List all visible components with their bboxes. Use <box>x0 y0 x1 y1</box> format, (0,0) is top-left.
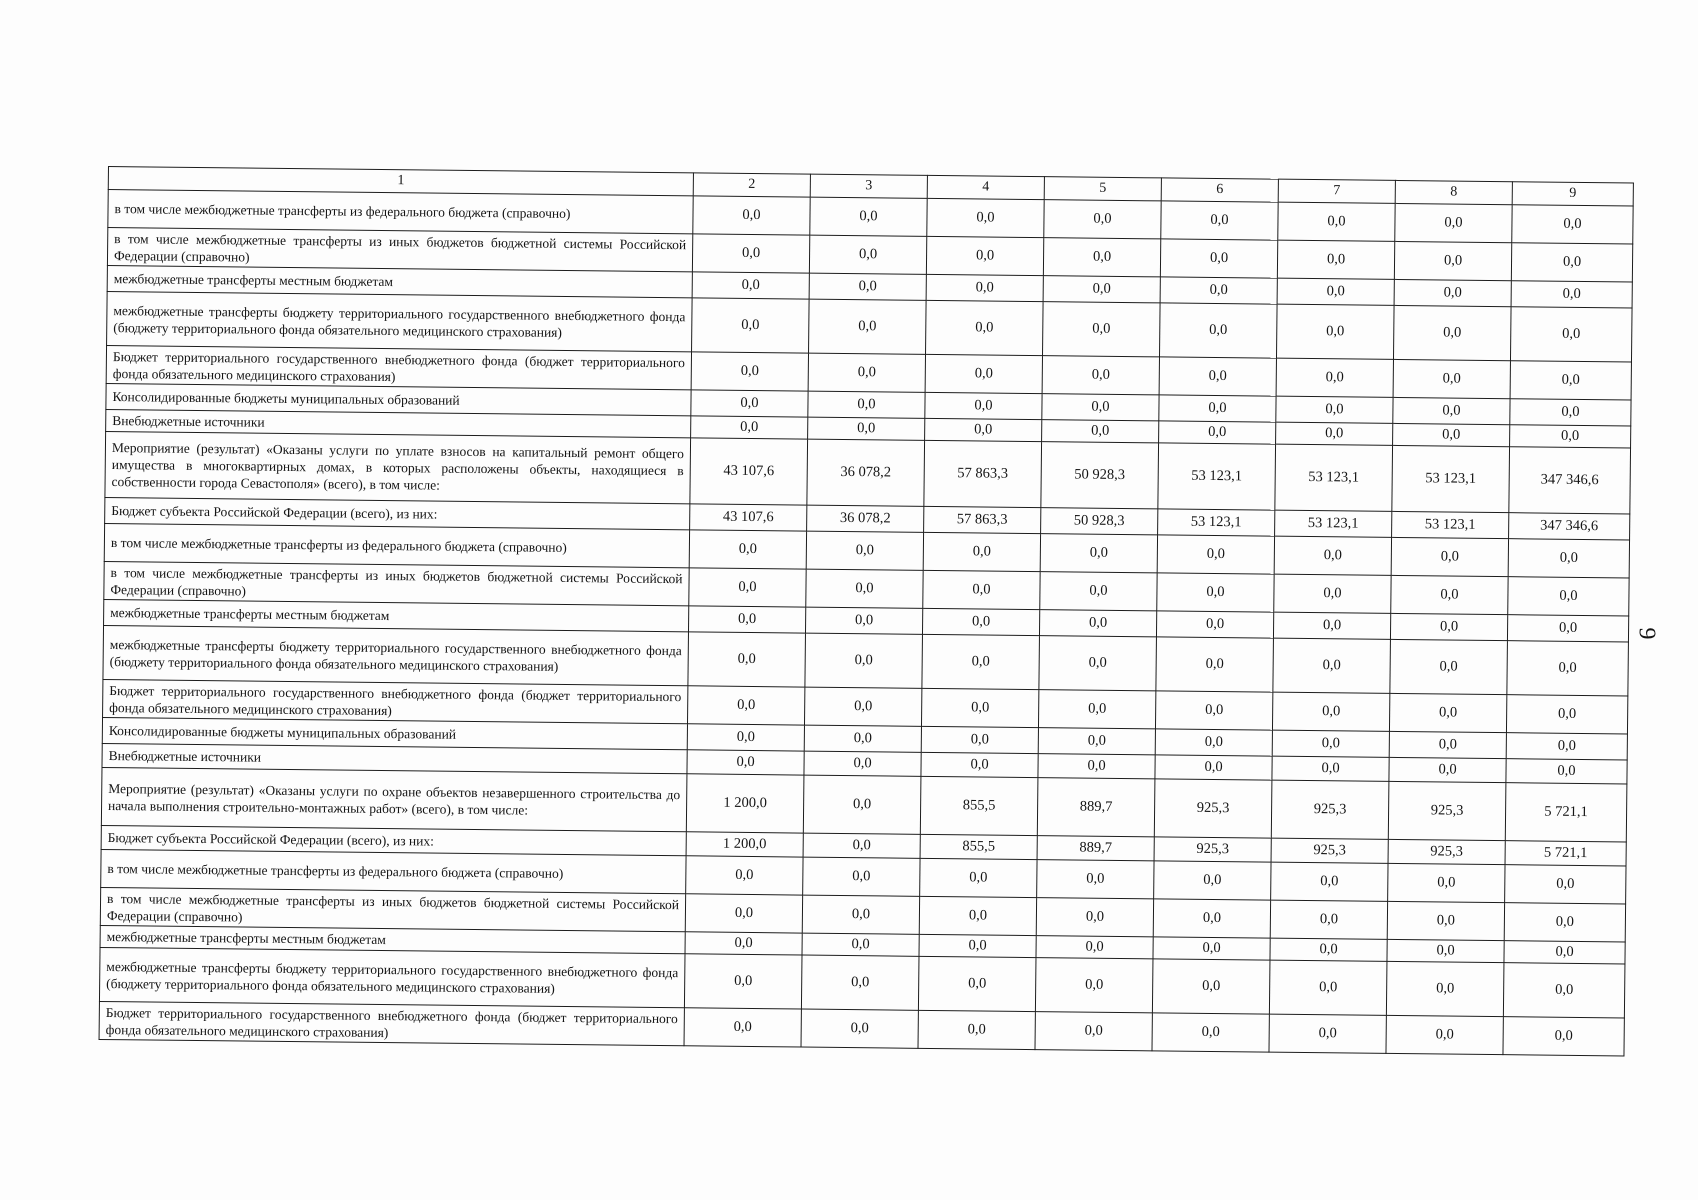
value-cell: 0,0 <box>1035 958 1153 1013</box>
row-label: межбюджетные трансферты бюджету территориального государственного внебюджетного фонда (бюджету территориального фонда обязательного медицинского страхования) <box>99 947 685 1007</box>
value-cell: 0,0 <box>922 608 1039 635</box>
value-cell: 0,0 <box>919 934 1036 957</box>
value-cell: 0,0 <box>692 234 809 273</box>
value-cell: 0,0 <box>1042 394 1159 421</box>
value-cell: 0,0 <box>688 606 805 633</box>
value-cell: 0,0 <box>804 687 921 726</box>
value-cell: 0,0 <box>804 751 921 776</box>
value-cell: 0,0 <box>1272 692 1389 731</box>
value-cell: 1 200,0 <box>686 832 803 857</box>
table-container <box>99 166 1633 1056</box>
value-cell: 0,0 <box>1276 304 1394 359</box>
value-cell: 0,0 <box>1043 238 1160 277</box>
value-cell: 0,0 <box>1512 205 1633 244</box>
value-cell: 0,0 <box>1510 361 1631 400</box>
value-cell: 0,0 <box>1038 690 1155 729</box>
row-label: Внебюджетные источники <box>106 409 691 437</box>
value-cell: 0,0 <box>1507 615 1628 642</box>
column-header: 7 <box>1278 179 1395 203</box>
value-cell: 0,0 <box>1504 903 1625 942</box>
value-cell: 0,0 <box>1155 729 1272 756</box>
value-cell: 0,0 <box>1273 638 1391 693</box>
value-cell: 0,0 <box>919 896 1036 935</box>
value-cell: 0,0 <box>1504 941 1625 964</box>
value-cell: 0,0 <box>810 197 927 236</box>
value-cell: 0,0 <box>809 299 927 354</box>
value-cell: 0,0 <box>925 418 1042 441</box>
value-cell: 889,7 <box>1037 836 1154 861</box>
value-cell: 0,0 <box>1155 691 1272 730</box>
value-cell: 0,0 <box>685 894 802 933</box>
value-cell: 0,0 <box>1152 1013 1269 1052</box>
value-cell: 57 863,3 <box>924 506 1041 533</box>
value-cell: 0,0 <box>1155 755 1272 780</box>
value-cell: 0,0 <box>1274 574 1391 613</box>
value-cell: 0,0 <box>808 353 925 392</box>
column-header: 1 <box>108 167 693 196</box>
value-cell: 0,0 <box>1043 302 1161 357</box>
value-cell: 925,3 <box>1271 780 1389 839</box>
value-cell: 0,0 <box>1395 203 1512 242</box>
value-cell: 0,0 <box>1394 241 1511 280</box>
value-cell: 0,0 <box>1036 898 1153 937</box>
row-label: Консолидированные бюджеты муниципальных образований <box>106 383 691 415</box>
value-cell: 0,0 <box>693 196 810 235</box>
value-cell: 0,0 <box>1154 861 1271 900</box>
value-cell: 0,0 <box>1270 900 1387 939</box>
column-header: 3 <box>810 174 927 198</box>
value-cell: 0,0 <box>1272 756 1389 781</box>
value-cell: 0,0 <box>1044 200 1161 239</box>
value-cell: 53 123,1 <box>1158 509 1275 536</box>
value-cell: 0,0 <box>923 532 1040 571</box>
value-cell: 0,0 <box>805 607 922 634</box>
budget-table <box>99 166 1634 1056</box>
value-cell: 0,0 <box>1159 357 1276 396</box>
value-cell: 0,0 <box>1386 961 1504 1016</box>
value-cell: 53 123,1 <box>1275 510 1392 537</box>
value-cell: 0,0 <box>1040 534 1157 573</box>
value-cell: 925,3 <box>1388 839 1505 864</box>
value-cell: 0,0 <box>808 391 925 418</box>
value-cell: 0,0 <box>921 688 1038 727</box>
value-cell: 0,0 <box>803 833 920 858</box>
value-cell: 0,0 <box>809 273 926 300</box>
value-cell: 855,5 <box>920 776 1038 835</box>
value-cell: 0,0 <box>806 531 923 570</box>
value-cell: 0,0 <box>1503 1017 1624 1056</box>
value-cell: 0,0 <box>1389 693 1506 732</box>
value-cell: 0,0 <box>922 634 1040 689</box>
value-cell: 0,0 <box>1510 425 1631 448</box>
value-cell: 0,0 <box>1152 959 1270 1014</box>
value-cell: 0,0 <box>801 955 919 1010</box>
value-cell: 0,0 <box>802 895 919 934</box>
value-cell: 0,0 <box>684 954 802 1009</box>
value-cell: 0,0 <box>805 633 923 688</box>
value-cell: 5 721,1 <box>1505 841 1626 866</box>
value-cell: 0,0 <box>1159 395 1276 422</box>
value-cell: 0,0 <box>1393 305 1511 360</box>
value-cell: 0,0 <box>692 298 810 353</box>
value-cell: 0,0 <box>1389 731 1506 758</box>
value-cell: 0,0 <box>1157 535 1274 574</box>
value-cell: 0,0 <box>1386 1015 1503 1054</box>
value-cell: 0,0 <box>804 725 921 752</box>
page-number: 9 <box>1633 627 1660 640</box>
row-label: межбюджетные трансферты местным бюджетам <box>107 265 692 297</box>
row-label: Бюджет субъекта Российской Федерации (всего), из них: <box>105 497 690 529</box>
value-cell: 0,0 <box>925 392 1042 419</box>
value-cell: 0,0 <box>1393 359 1510 398</box>
value-cell: 0,0 <box>1277 240 1394 279</box>
value-cell: 0,0 <box>1390 639 1508 694</box>
row-label: Бюджет территориального государственного внебюджетного фонда (бюджет территориального фонда обязательного медицинского страхования) <box>106 345 691 389</box>
value-cell: 925,3 <box>1154 779 1272 838</box>
value-cell: 0,0 <box>1508 539 1629 578</box>
value-cell: 0,0 <box>1043 276 1160 303</box>
value-cell: 36 078,2 <box>807 439 925 506</box>
value-cell: 53 123,1 <box>1275 444 1393 511</box>
value-cell: 0,0 <box>1042 420 1159 443</box>
value-cell: 0,0 <box>1039 610 1156 637</box>
value-cell: 0,0 <box>1278 202 1395 241</box>
value-cell: 0,0 <box>1510 399 1631 426</box>
value-cell: 0,0 <box>1271 862 1388 901</box>
value-cell: 0,0 <box>1277 278 1394 305</box>
value-cell: 0,0 <box>923 570 1040 609</box>
value-cell: 0,0 <box>921 726 1038 753</box>
row-label: межбюджетные трансферты бюджету территориального государственного внебюджетного фонда (бюджету территориального фонда обязательного медицинского страхования) <box>103 625 689 685</box>
value-cell: 0,0 <box>687 686 804 725</box>
value-cell: 0,0 <box>1156 637 1274 692</box>
value-cell: 0,0 <box>802 933 919 956</box>
value-cell: 0,0 <box>925 354 1042 393</box>
row-label: межбюджетные трансферты бюджету территориального государственного внебюджетного фонда (бюджету территориального фонда обязательного медицинского страхования) <box>107 291 693 351</box>
value-cell: 0,0 <box>685 932 802 955</box>
row-label: Внебюджетные источники <box>102 743 687 773</box>
value-cell: 0,0 <box>920 858 1037 897</box>
value-cell: 0,0 <box>1511 281 1632 308</box>
value-cell: 925,3 <box>1388 781 1506 840</box>
value-cell: 0,0 <box>918 1010 1035 1049</box>
value-cell: 0,0 <box>687 724 804 751</box>
value-cell: 0,0 <box>1394 279 1511 306</box>
value-cell: 0,0 <box>1161 201 1278 240</box>
value-cell: 0,0 <box>1388 863 1505 902</box>
row-label: в том числе межбюджетные трансферты из федерального бюджета (справочно) <box>108 190 693 234</box>
value-cell: 0,0 <box>1153 899 1270 938</box>
row-label: в том числе межбюджетные трансферты из федерального бюджета (справочно) <box>104 523 689 567</box>
value-cell: 0,0 <box>688 632 806 687</box>
value-cell: 50 928,3 <box>1041 508 1158 535</box>
value-cell: 0,0 <box>921 752 1038 777</box>
value-cell: 0,0 <box>926 236 1043 275</box>
value-cell: 0,0 <box>1273 612 1390 639</box>
column-header: 8 <box>1395 180 1512 204</box>
row-label: в том числе межбюджетные трансферты из иных бюджетов бюджетной системы Российской Федерации (справочно) <box>107 228 692 272</box>
value-cell: 0,0 <box>1159 421 1276 444</box>
value-cell: 0,0 <box>1037 860 1154 899</box>
value-cell: 0,0 <box>1156 611 1273 638</box>
value-cell: 0,0 <box>1503 963 1625 1018</box>
column-header: 9 <box>1512 182 1633 206</box>
value-cell: 53 123,1 <box>1392 511 1509 538</box>
column-header: 4 <box>927 175 1044 199</box>
row-label: в том числе межбюджетные трансферты из иных бюджетов бюджетной системы Российской Федерации (справочно) <box>100 887 685 931</box>
value-cell: 5 721,1 <box>1505 783 1627 842</box>
row-label: межбюджетные трансферты местным бюджетам <box>104 599 689 631</box>
value-cell: 50 928,3 <box>1041 442 1159 509</box>
value-cell: 0,0 <box>691 352 808 391</box>
value-cell: 0,0 <box>1038 728 1155 755</box>
row-label: Бюджет территориального государственного внебюджетного фонда (бюджет территориального фонда обязательного медицинского страхования) <box>99 1001 684 1045</box>
value-cell: 347 346,6 <box>1509 447 1631 514</box>
value-cell: 0,0 <box>926 274 1043 301</box>
row-label: межбюджетные трансферты местным бюджетам <box>100 925 685 953</box>
value-cell: 0,0 <box>1511 243 1632 282</box>
column-header: 2 <box>693 173 810 197</box>
table-body <box>99 190 1633 1056</box>
value-cell: 0,0 <box>1393 423 1510 446</box>
column-header: 5 <box>1044 177 1161 201</box>
value-cell: 0,0 <box>1389 757 1506 782</box>
value-cell: 0,0 <box>808 417 925 440</box>
value-cell: 0,0 <box>1507 641 1629 696</box>
value-cell: 0,0 <box>1160 277 1277 304</box>
value-cell: 0,0 <box>1391 575 1508 614</box>
value-cell: 0,0 <box>686 856 803 895</box>
value-cell: 889,7 <box>1037 778 1155 837</box>
value-cell: 0,0 <box>1040 572 1157 611</box>
value-cell: 53 123,1 <box>1392 445 1510 512</box>
value-cell: 57 863,3 <box>924 440 1042 507</box>
row-label: Консолидированные бюджеты муниципальных образований <box>102 717 687 749</box>
value-cell: 36 078,2 <box>807 505 924 532</box>
value-cell: 0,0 <box>1506 733 1627 760</box>
value-cell: 0,0 <box>1039 636 1157 691</box>
value-cell: 0,0 <box>691 416 808 439</box>
row-label: в том числе межбюджетные трансферты из федерального бюджета (справочно) <box>101 849 686 893</box>
value-cell: 0,0 <box>1269 960 1387 1015</box>
value-cell: 0,0 <box>1505 865 1626 904</box>
value-cell: 0,0 <box>1276 358 1393 397</box>
value-cell: 0,0 <box>918 956 1036 1011</box>
value-cell: 0,0 <box>809 235 926 274</box>
value-cell: 0,0 <box>1036 936 1153 959</box>
row-label: в том числе межбюджетные трансферты из иных бюджетов бюджетной системы Российской Федерации (справочно) <box>104 561 689 605</box>
value-cell: 0,0 <box>692 272 809 299</box>
row-label: Бюджет субъекта Российской Федерации (всего), из них: <box>101 825 686 855</box>
value-cell: 0,0 <box>684 1008 801 1047</box>
value-cell: 1 200,0 <box>686 774 804 833</box>
value-cell: 0,0 <box>1276 396 1393 423</box>
row-label: Мероприятие (результат) «Оказаны услуги по охране объектов незавершенного строительства до начала выполнения строительно-монтажных работ» (всего), в том числе: <box>101 767 687 831</box>
value-cell: 0,0 <box>1035 1012 1152 1051</box>
value-cell: 0,0 <box>801 1009 918 1048</box>
value-cell: 0,0 <box>1391 537 1508 576</box>
value-cell: 925,3 <box>1271 838 1388 863</box>
value-cell: 0,0 <box>1157 573 1274 612</box>
value-cell: 0,0 <box>1387 901 1504 940</box>
value-cell: 0,0 <box>803 857 920 896</box>
value-cell: 0,0 <box>691 390 808 417</box>
value-cell: 0,0 <box>1274 536 1391 575</box>
value-cell: 0,0 <box>1506 759 1627 784</box>
row-label: Мероприятие (результат) «Оказаны услуги по уплате взносов на капитальный ремонт общего имущества в многоквартирных домах, в которых расположены объекты, находящиеся в собственности города Севастополя» (всего), в том числе: <box>105 431 691 503</box>
value-cell: 0,0 <box>1393 397 1510 424</box>
value-cell: 53 123,1 <box>1158 443 1276 510</box>
value-cell: 0,0 <box>1390 613 1507 640</box>
value-cell: 0,0 <box>1042 356 1159 395</box>
row-label: Бюджет территориального государственного внебюджетного фонда (бюджет территориального фонда обязательного медицинского страхования) <box>103 679 688 723</box>
value-cell: 0,0 <box>1153 937 1270 960</box>
value-cell: 0,0 <box>1269 1014 1386 1053</box>
value-cell: 0,0 <box>1272 730 1389 757</box>
value-cell: 855,5 <box>920 834 1037 859</box>
value-cell: 0,0 <box>1510 307 1632 362</box>
column-header: 6 <box>1161 178 1278 202</box>
value-cell: 0,0 <box>689 530 806 569</box>
value-cell: 0,0 <box>687 750 804 775</box>
value-cell: 43 107,6 <box>690 504 807 531</box>
value-cell: 0,0 <box>803 775 921 834</box>
value-cell: 0,0 <box>1387 939 1504 962</box>
value-cell: 0,0 <box>1506 695 1627 734</box>
value-cell: 0,0 <box>927 198 1044 237</box>
value-cell: 0,0 <box>1270 938 1387 961</box>
value-cell: 0,0 <box>806 569 923 608</box>
value-cell: 0,0 <box>1159 303 1277 358</box>
value-cell: 0,0 <box>1508 577 1629 616</box>
value-cell: 0,0 <box>1276 422 1393 445</box>
value-cell: 0,0 <box>1038 754 1155 779</box>
value-cell: 43 107,6 <box>690 438 808 505</box>
value-cell: 0,0 <box>689 568 806 607</box>
value-cell: 0,0 <box>926 300 1044 355</box>
value-cell: 0,0 <box>1160 239 1277 278</box>
value-cell: 925,3 <box>1154 837 1271 862</box>
value-cell: 347 346,6 <box>1509 513 1630 540</box>
